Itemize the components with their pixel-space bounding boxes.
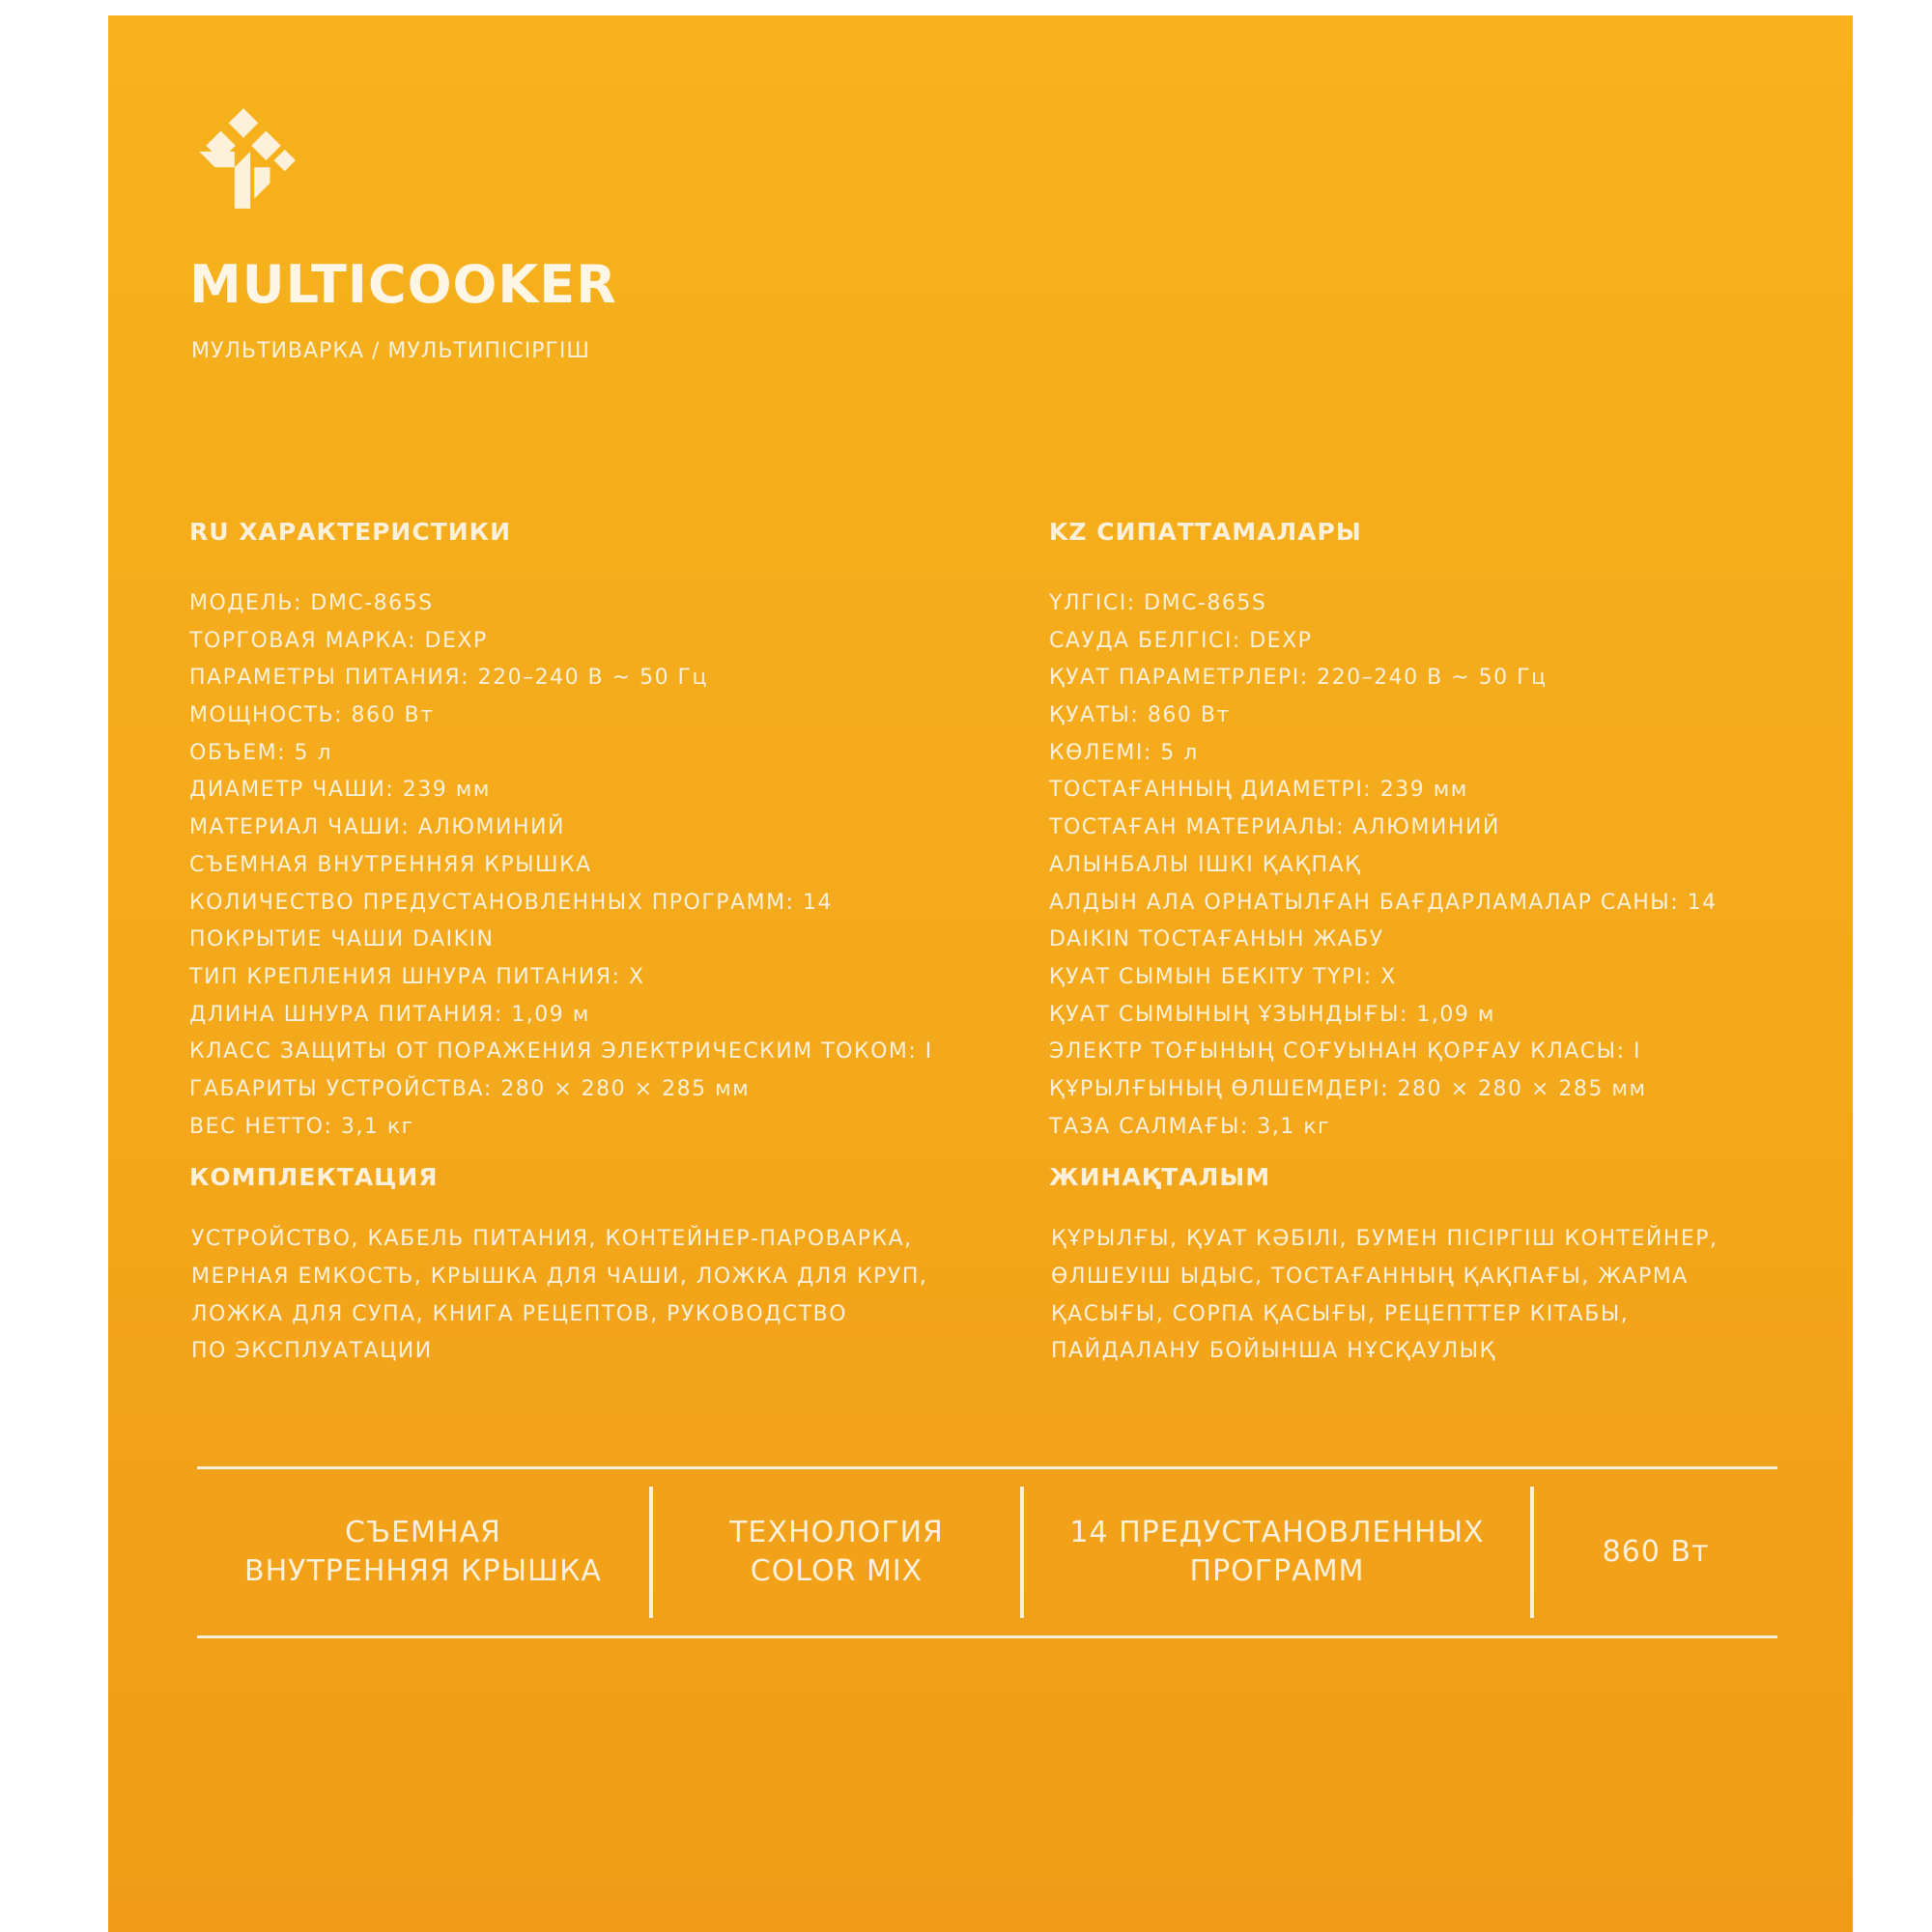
spec-item: СЪЕМНАЯ ВНУТРЕННЯЯ КРЫШКА [189,852,592,877]
spec-item: САУДА БЕЛГІСІ: DEXP [1049,628,1313,653]
kz-specifications [1049,518,1822,1371]
ru-kit-list [189,1221,962,1371]
spec-item: КОЛИЧЕСТВО ПРЕДУСТАНОВЛЕННЫХ ПРОГРАММ: 14 [189,890,833,915]
spec-item: ҚҰРЫЛҒЫНЫҢ ӨЛШЕМДЕРІ: 280 × 280 × 285 мм [1049,1076,1647,1101]
spec-item: АЛЫНБАЛЫ ІШКІ ҚАҚПАҚ [1049,852,1362,877]
ru-specifications [189,518,962,1371]
spec-item: ВЕС НЕТТО: 3,1 кг [189,1114,414,1139]
spec-item: ҚУАТЫ: 860 Вт [1049,703,1231,728]
kit-line: ЛОЖКА ДЛЯ СУПА, КНИГА РЕЦЕПТОВ, РУКОВОДСТВО [191,1301,848,1326]
kit-line: МЕРНАЯ ЕМКОСТЬ, КРЫШКА ДЛЯ ЧАШИ, ЛОЖКА ДЛЯ КРУП, [191,1264,928,1289]
product-subtitle: МУЛЬТИВАРКА / МУЛЬТИПІСІРГІШ [191,339,590,363]
spec-item: ТИП КРЕПЛЕНИЯ ШНУРА ПИТАНИЯ: X [189,964,645,989]
feature-programs: 14 ПРЕДУСТАНОВЛЕННЫХ ПРОГРАММ [1020,1487,1530,1618]
spec-item: ТОСТАҒАННЫҢ ДИАМЕТРІ: 239 мм [1049,778,1468,803]
ru-spec-list [189,585,962,1146]
spec-item: ДЛИНА ШНУРА ПИТАНИЯ: 1,09 м [189,1002,590,1027]
spec-item: ТАЗА САЛМАҒЫ: 3,1 кг [1049,1114,1331,1139]
ru-kit-heading: КОМПЛЕКТАЦИЯ [189,1163,439,1192]
spec-item: МАТЕРИАЛ ЧАШИ: АЛЮМИНИЙ [189,815,565,840]
kit-line: ӨЛШЕУІШ ЫДЫС, ТОСТАҒАННЫҢ ҚАҚПАҒЫ, ЖАРМА [1051,1264,1689,1289]
spec-item: МОДЕЛЬ: DMC-865S [189,591,434,615]
kit-line: ПАЙДАЛАНУ БОЙЫНША НҰСҚАУЛЫҚ [1051,1339,1496,1364]
spec-item: МОЩНОСТЬ: 860 Вт [189,703,435,728]
kz-spec-list [1049,585,1822,1146]
kit-line: ҚАСЫҒЫ, СОРПА ҚАСЫҒЫ, РЕЦЕПТТЕР КІТАБЫ, [1051,1301,1630,1326]
feature-power: 860 Вт [1530,1487,1777,1618]
packaging-panel [108,15,1853,1932]
kit-line: ПО ЭКСПЛУАТАЦИИ [191,1339,433,1364]
feature-removable-lid: СЪЕМНАЯ ВНУТРЕННЯЯ КРЫШКА [244,1516,602,1588]
spec-item: ТОРГОВАЯ МАРКА: DEXP [189,628,488,653]
feature-bar [197,1466,1777,1638]
spec-item: КӨЛЕМІ: 5 л [1049,740,1199,765]
product-title: MULTICOOKER [189,254,617,315]
spec-item: КЛАСС ЗАЩИТЫ ОТ ПОРАЖЕНИЯ ЭЛЕКТРИЧЕСКИМ ТОКОМ: I [189,1039,933,1065]
spec-item: ҚУАТ ПАРАМЕТРЛЕРІ: 220–240 В ~ 50 Гц [1049,666,1548,691]
kit-line: ҚҰРЫЛҒЫ, ҚУАТ КӘБІЛІ, БУМЕН ПІСІРГІШ КОНТЕЙНЕР, [1051,1227,1719,1252]
spec-item: ПОКРЫТИЕ ЧАШИ DAIKIN [189,927,495,952]
spec-item: ҚУАТ СЫМЫН БЕКІТУ ТҮРІ: X [1049,964,1397,989]
spec-item: ОБЪЕМ: 5 л [189,740,333,765]
spec-item: ҚУАТ СЫМЫНЫҢ ҰЗЫНДЫҒЫ: 1,09 м [1049,1002,1495,1027]
spec-item: ҮЛГІСІ: DMC-865S [1049,591,1267,615]
kit-line: УСТРОЙСТВО, КАБЕЛЬ ПИТАНИЯ, КОНТЕЙНЕР-ПАРОВАРКА, [191,1227,913,1252]
spec-item: АЛДЫН АЛА ОРНАТЫЛҒАН БАҒДАРЛАМАЛАР САНЫ: 14 [1049,890,1718,915]
kz-kit-heading: ЖИНАҚТАЛЫМ [1049,1163,1271,1192]
spec-item: ПАРАМЕТРЫ ПИТАНИЯ: 220–240 В ~ 50 Гц [189,666,708,691]
spec-item: ГАБАРИТЫ УСТРОЙСТВА: 280 × 280 × 285 мм [189,1076,751,1101]
spec-item: ДИАМЕТР ЧАШИ: 239 мм [189,778,491,803]
kz-spec-heading: KZ СИПАТТАМАЛАРЫ [1049,518,1362,546]
dexp-logo-icon [189,104,298,213]
spec-item: DAIKIN ТОСТАҒАНЫН ЖАБУ [1049,927,1384,952]
spec-item: ТОСТАҒАН МАТЕРИАЛЫ: АЛЮМИНИЙ [1049,815,1500,840]
ru-spec-heading: RU ХАРАКТЕРИСТИКИ [189,518,512,546]
spec-item: ЭЛЕКТР ТОҒЫНЫҢ СОҒУЫНАН ҚОРҒАУ КЛАСЫ: I [1049,1039,1641,1065]
feature-color-mix: ТЕХНОЛОГИЯ COLOR MIX [649,1487,1020,1618]
kz-kit-list [1049,1221,1822,1371]
